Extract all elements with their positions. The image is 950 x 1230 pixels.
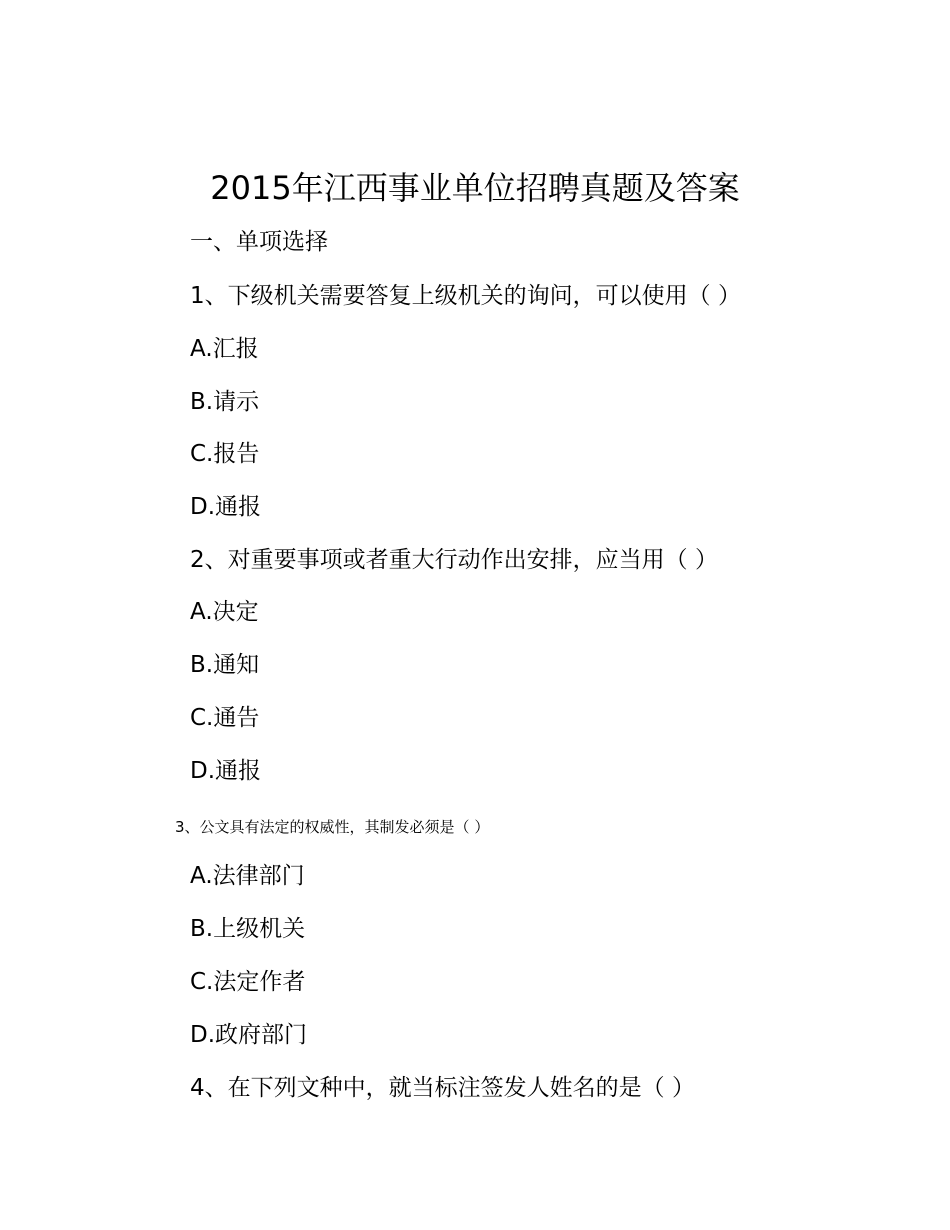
question-3-option-c: C.法定作者 xyxy=(190,969,306,995)
question-1-option-c: C.报告 xyxy=(190,441,260,467)
question-2-option-d: D.通报 xyxy=(190,758,262,784)
question-4-stem: 4、在下列文种中，就当标注签发人姓名的是（ ） xyxy=(190,1075,695,1101)
section-heading: 一、单项选择 xyxy=(190,229,328,255)
question-3-option-a: A.法律部门 xyxy=(190,863,305,889)
question-3-stem: 3、公文具有法定的权威性，其制发必须是（ ） xyxy=(175,818,490,836)
question-1-option-a: A.汇报 xyxy=(190,336,259,362)
question-2-option-b: B.通知 xyxy=(190,652,260,678)
question-2-option-a: A.决定 xyxy=(190,599,259,625)
document-title: 2015年江西事业单位招聘真题及答案 xyxy=(210,169,740,207)
question-1-stem: 1、下级机关需要答复上级机关的询问，可以使用（ ） xyxy=(190,283,741,309)
question-3-option-b: B.上级机关 xyxy=(190,916,306,942)
question-2-stem: 2、对重要事项或者重大行动作出安排，应当用（ ） xyxy=(190,547,718,573)
question-2-option-c: C.通告 xyxy=(190,705,260,731)
question-1-option-d: D.通报 xyxy=(190,494,262,520)
question-1-option-b: B.请示 xyxy=(190,389,260,415)
question-3-option-d: D.政府部门 xyxy=(190,1022,308,1048)
